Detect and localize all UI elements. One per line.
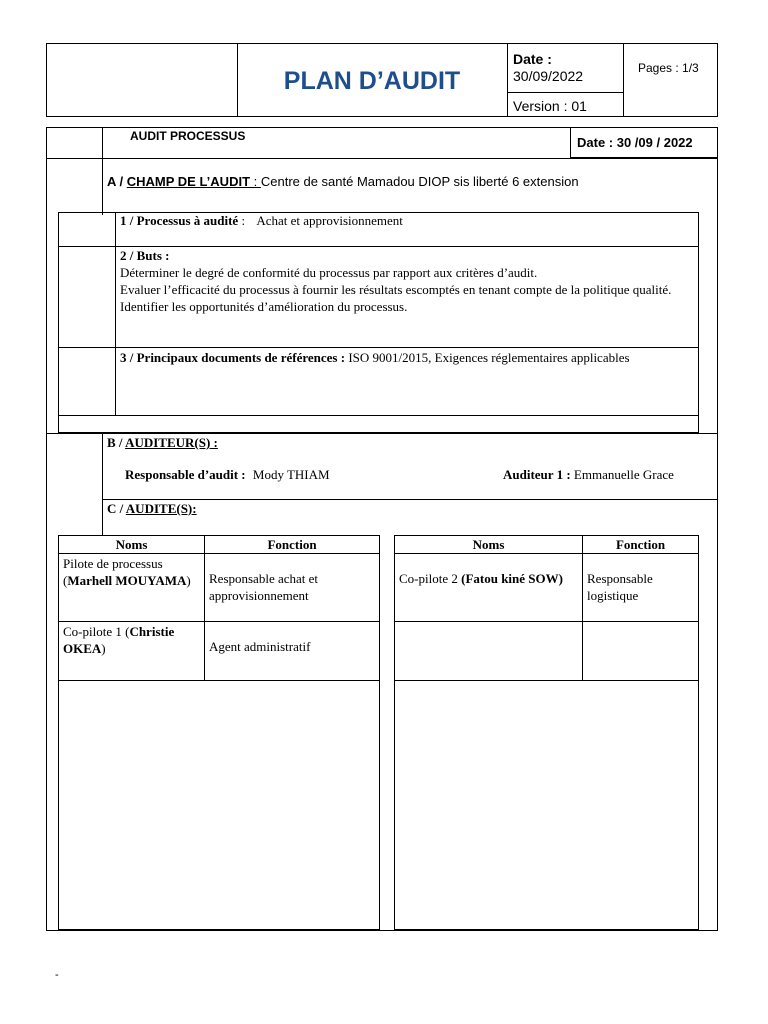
processus-value: Achat et approvisionnement bbox=[256, 213, 403, 228]
right-row-2-name bbox=[395, 622, 583, 681]
auditeur-value: Emmanuelle Grace bbox=[573, 467, 674, 482]
name-prefix: Pilote de processus ( bbox=[63, 556, 163, 588]
right-header-noms: Noms bbox=[395, 536, 583, 554]
header-pages: Pages : 1/3 bbox=[638, 61, 699, 75]
buts-line-1: Déterminer le degré de conformité du processus par rapport aux critères d’audit. bbox=[120, 265, 538, 280]
table-row bbox=[395, 554, 699, 622]
audit-row-bottom bbox=[46, 158, 718, 159]
left-header-noms: Noms bbox=[59, 536, 205, 554]
right-row-2-fonction bbox=[583, 622, 699, 681]
left-empty-cell bbox=[59, 681, 380, 930]
left-row-2-name bbox=[59, 622, 205, 681]
section-c-top bbox=[102, 499, 718, 500]
section-b-top bbox=[46, 433, 718, 434]
main-left-column-line-b bbox=[102, 433, 103, 535]
left-row-1-fonction bbox=[205, 554, 380, 622]
main-left-column-line bbox=[102, 127, 103, 215]
process-row-3-bottom bbox=[58, 415, 699, 416]
fonction-text: Responsable achat et approvisionnement bbox=[209, 571, 319, 603]
section-c-label: AUDITE(S): bbox=[125, 501, 197, 516]
documents-value: ISO 9001/2015, Exigences réglementaires applicables bbox=[348, 350, 630, 365]
responsable-label: Responsable d’audit : bbox=[125, 467, 246, 482]
processus-label: 1 / Processus à audité bbox=[120, 213, 239, 228]
section-b-prefix: B / bbox=[107, 435, 126, 450]
fonction-text: Agent administratif bbox=[209, 639, 311, 654]
processus-sep: : bbox=[238, 213, 246, 228]
responsable-line bbox=[125, 467, 330, 483]
section-c-heading bbox=[107, 501, 197, 517]
name-suffix: ) bbox=[186, 573, 191, 588]
name-prefix: Co-pilote 1 ( bbox=[63, 624, 130, 639]
section-a-label: CHAMP DE L’AUDIT bbox=[126, 174, 251, 189]
header-divider-3 bbox=[623, 43, 624, 117]
footer-mark: - bbox=[55, 969, 59, 981]
section-b-heading bbox=[107, 435, 218, 451]
section-a-prefix: A / bbox=[107, 174, 127, 189]
section-c-prefix: C / bbox=[107, 501, 126, 516]
responsable-value: Mody THIAM bbox=[252, 467, 330, 482]
right-row-1-name bbox=[395, 554, 583, 622]
buts-block bbox=[120, 247, 694, 315]
header-hline bbox=[507, 92, 623, 93]
auditees-right-table bbox=[394, 535, 699, 930]
right-row-1-fonction bbox=[583, 554, 699, 622]
table-row-empty bbox=[59, 681, 380, 930]
table-row-empty bbox=[395, 681, 699, 930]
header-date-label: Date : bbox=[513, 51, 552, 67]
audit-date: Date : 30 /09 / 2022 bbox=[577, 135, 693, 150]
table-row bbox=[59, 622, 380, 681]
name-bold: Marhell MOUYAMA bbox=[67, 573, 187, 588]
name-prefix: Co-pilote 2 bbox=[399, 571, 462, 586]
documents-block bbox=[120, 349, 690, 366]
name-bold: (Fatou kiné SOW) bbox=[461, 571, 563, 586]
auditees-left-table bbox=[58, 535, 380, 930]
processus-line bbox=[120, 213, 403, 229]
name-bold: Christie OKEA bbox=[63, 624, 175, 656]
buts-label: 2 / Buts : bbox=[120, 248, 170, 263]
buts-line-2: Evaluer l’efficacité du processus à fournir les résultats escomptés en tenant compte de la politique qualité. bbox=[120, 282, 672, 297]
name-suffix: ) bbox=[101, 641, 106, 656]
audit-heading: AUDIT PROCESSUS bbox=[130, 129, 246, 143]
auditeur-label: Auditeur 1 : bbox=[503, 467, 571, 482]
documents-label: 3 / Principaux documents de références : bbox=[120, 350, 346, 365]
fonction-text: Responsable logistique bbox=[587, 571, 653, 603]
page-title: PLAN D’AUDIT bbox=[283, 67, 461, 95]
table-row bbox=[59, 554, 380, 622]
section-b-label: AUDITEUR(S) : bbox=[125, 435, 218, 450]
auditeur-line bbox=[503, 467, 674, 483]
process-table-col-line bbox=[115, 212, 116, 415]
section-a-line bbox=[107, 174, 579, 189]
left-header-fonction: Fonction bbox=[205, 536, 380, 554]
buts-line-3: Identifier les opportunités d’amélioration du processus. bbox=[120, 299, 408, 314]
section-a-suffix: : bbox=[250, 174, 261, 189]
right-header-fonction: Fonction bbox=[583, 536, 699, 554]
header-version: Version : 01 bbox=[513, 98, 587, 114]
left-row-2-fonction bbox=[205, 622, 380, 681]
left-row-1-name bbox=[59, 554, 205, 622]
header-divider-2 bbox=[507, 43, 508, 117]
section-a-value: Centre de santé Mamadou DIOP sis liberté 6 extension bbox=[260, 174, 579, 189]
table-row bbox=[395, 622, 699, 681]
process-row-2-bottom bbox=[58, 347, 699, 348]
right-empty-cell bbox=[395, 681, 699, 930]
header-date-value: 30/09/2022 bbox=[513, 68, 584, 84]
